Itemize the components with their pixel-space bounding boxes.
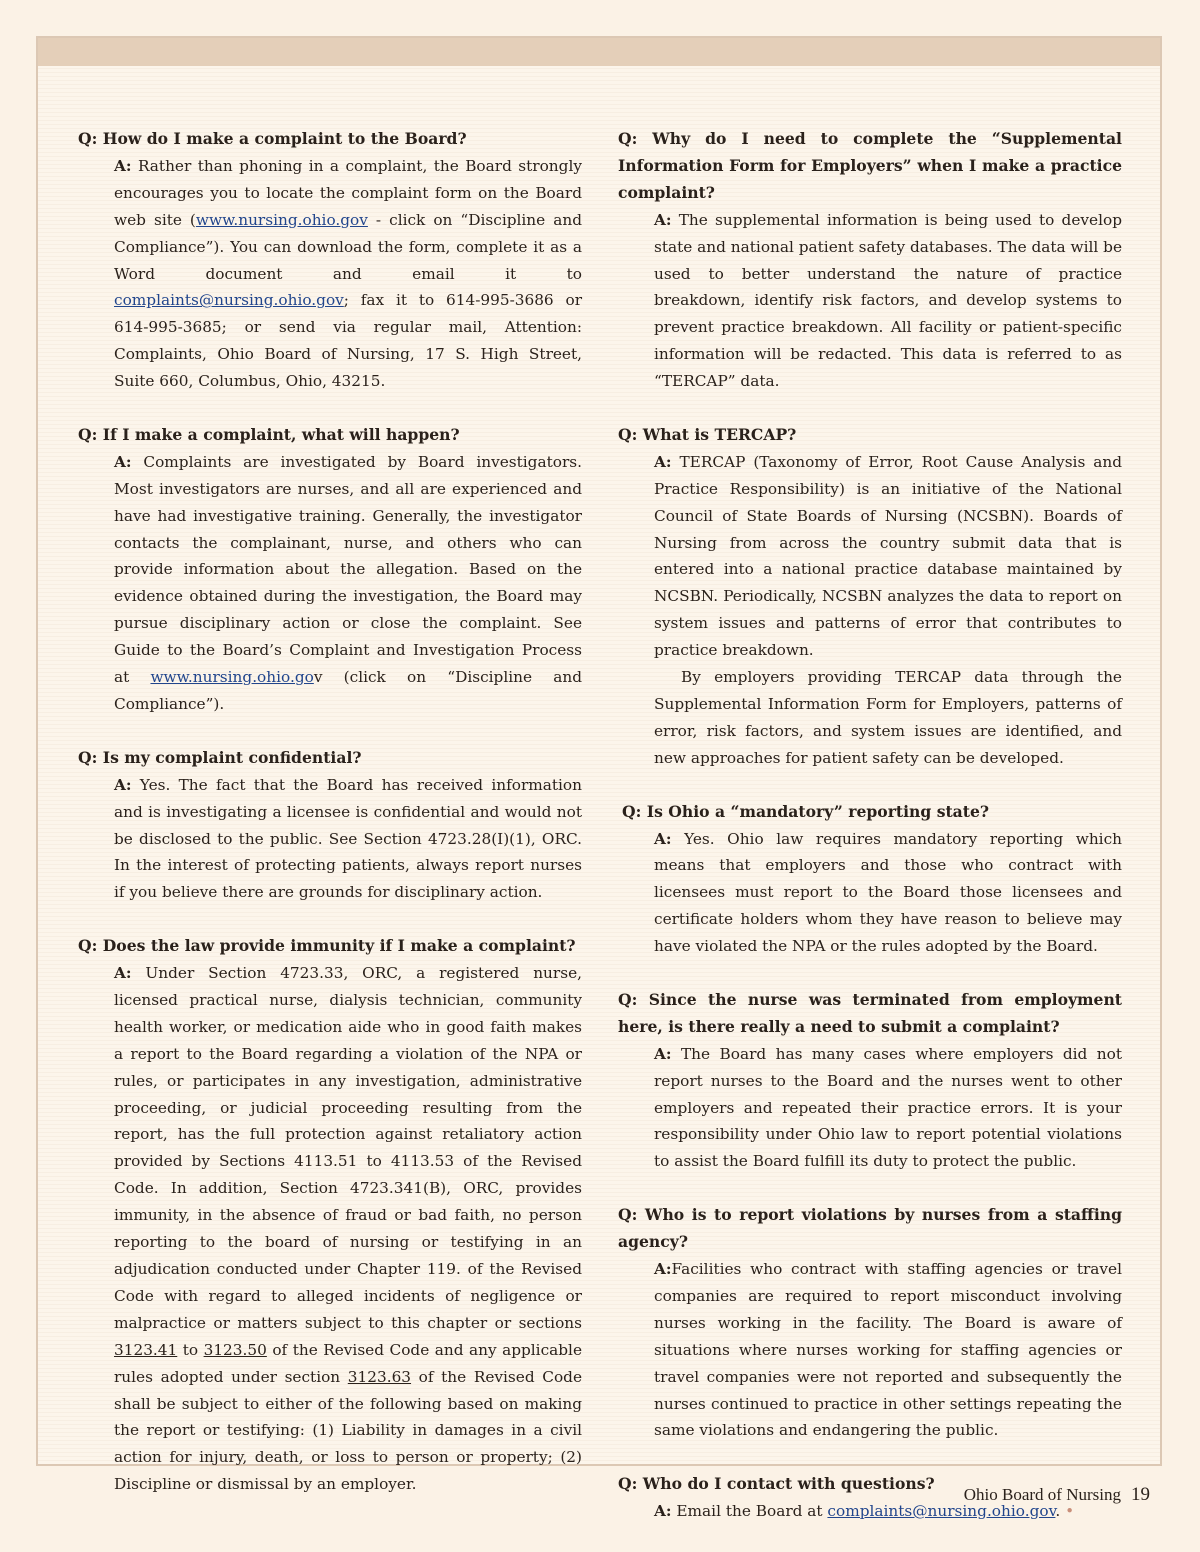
answer-text: A: Rather than phoning in a complaint, the Board strongly encourages you to locate the complaint form on the Board web site (www.nursing.ohio.gov - click on “Discipline and Compliance”). You can download the form, complete it as a Word document and email it to complaints@nursing.ohio.gov; fax it to 614-995-3686 or 614-995-3685; or send via regular mail, Attention: Complaints, Ohio Board of Nursing, 17 S. High Street, Suite 660, Columbus, Ohio, 43215. [114,156,582,391]
faq-supplemental-form [618,126,1122,395]
answer-text: A: The supplemental information is being used to develop state and national patient safety databases. The data will be used to better understand the nature of practice breakdown, identify risk factors, and develop systems to prevent practice breakdown. All facility or patient-specific information will be redacted. This data is referred to as “TERCAP” data. [654,210,1123,391]
answer-text: A: Email the Board at complaints@nursing.ohio.gov. • [654,1502,1075,1521]
question-heading: Q: Since the nurse was terminated from employment here, is there really a need to submit a complaint? [618,989,1122,1036]
panel-header-bar [38,38,1160,66]
faq-mandatory-reporting [618,799,1122,960]
section-ref-link[interactable]: 3123.63 [347,1367,412,1386]
question-heading: Q: How do I make a complaint to the Board? [78,129,467,148]
answer-text: A: Yes. Ohio law requires mandatory reporting which means that employers and those who contract with licensees must report to the Board those licensees and certificate holders whom they have reason to believe may have violated the NPA or the rules adopted by the Board. [654,829,1122,956]
question-heading: Q: Why do I need to complete the “Supplemental Information Form for Employers” when I make a practice complaint? [618,129,1122,202]
answer-text: A: Complaints are investigated by Board investigators. Most investigators are nurses, and all are experienced and have had investigative training. Generally, the investigator contacts the complainant, nurse, and others who can provide information about the allegation. Based on the evidence obtained during the investigation, the Board may pursue disciplinary action or close the complaint. See Guide to the Board’s Complaint and Investigation Process at www.nursing.ohio.gov (click on “Discipline and Compliance”). [114,452,582,714]
answer-text: A: TERCAP (Taxonomy of Error, Root Cause Analysis and Practice Responsibility) is an initiative of the National Council of State Boards of Nursing (NCSBN). Boards of Nursing from across the country submit data that is entered into a national practice database maintained by NCSBN. Periodically, NCSBN analyzes the data to report on system issues and patterns of error that contributes to practice breakdown. By employers providing TERCAP data through the Supplemental Information Form for Employers, patterns of error, risk factors, and system issues are identified, and new approaches for patient safety can be developed. [654,452,1122,767]
question-heading: Q: Does the law provide immunity if I make a complaint? [78,936,576,956]
page-footer [964,1484,1150,1506]
faq-terminated-nurse [618,987,1122,1175]
right-column [618,126,1122,1552]
left-column [78,126,582,1525]
answer-text: A: Under Section 4723.33, ORC, a registered nurse, licensed practical nurse, dialysis technician, community health worker, or medication aide who in good faith makes a report to the Board regarding a violation of the NPA or rules, or participates in any investigation, administrative proceeding, or judicial proceeding resulting from the report, has the full protection against retaliatory action provided by Sections 4113.51 to 4113.53 of the Revised Code. In addition, Section 4723.341(B), ORC, provides immunity, in the absence of fraud or bad faith, no person reporting to the board of nursing or testifying in an adjudication conducted under Chapter 119. of the Revised Code with regard to alleged incidents of negligence or malpractice or matters subject to this chapter or sections 3123.41 to 3123.50 of the Revised Code and any applicable rules adopted under section 3123.63 of the Revised Code shall be subject to either of the following based on making the report or testifying: (1) Liability in damages in a civil action for injury, death, or loss to person or property; (2) Discipline or dismissal by an employer. [114,964,583,1494]
section-ref-link[interactable]: 3123.41 [114,1340,178,1359]
faq-immunity [78,933,582,1498]
end-of-article-bullet: • [1065,1502,1075,1521]
answer-text: A: The Board has many cases where employers did not report nurses to the Board and the nurses went to other employers and repeated their practice errors. It is your responsibility under Ohio law to report potential violations to assist the Board fulfill its duty to protect the public. [654,1044,1122,1171]
nursing-website-link[interactable]: www.nursing.ohio.gov [195,210,368,229]
section-ref-link[interactable]: 3123.50 [203,1340,267,1359]
answer-text: A:Facilities who contract with staffing agencies or travel companies are required to report misconduct involving nurses working in the facility. The Board is aware of situations where nurses working for staffing agencies or travel companies were not reported and subsequently the nurses continued to practice in other settings repeating the same violations and endangering the public. [654,1260,1122,1440]
question-heading: Q: Is Ohio a “mandatory” reporting state? [622,801,990,821]
faq-what-happens [78,422,582,718]
faq-confidential [78,745,582,906]
question-heading: Q: Who is to report violations by nurses from a staffing agency? [618,1205,1122,1252]
question-heading: Q: Who do I contact with questions? [618,1474,935,1494]
faq-tercap [618,422,1122,772]
faq-how-to-complain [78,126,582,395]
question-heading: Q: What is TERCAP? [618,424,797,444]
nursing-website-link[interactable]: www.nursing.ohio.go [150,668,314,687]
publication-name: Ohio Board of Nursing [963,1485,1121,1504]
complaints-email-link[interactable]: complaints@nursing.ohio.gov [114,291,344,310]
question-heading: Q: If I make a complaint, what will happen? [78,424,460,444]
page-number: 19 [1131,1484,1150,1505]
answer-text: A: Yes. The fact that the Board has received information and is investigating a licensee is confidential and would not be disclosed to the public. See Section 4723.28(I)(1), ORC. In the interest of protecting patients, always report nurses if you believe there are grounds for disciplinary action. [114,775,582,902]
question-heading: Q: Is my complaint confidential? [78,747,362,767]
faq-staffing-agency [618,1202,1122,1444]
complaints-email-link[interactable]: complaints@nursing.ohio.gov [827,1502,1056,1521]
